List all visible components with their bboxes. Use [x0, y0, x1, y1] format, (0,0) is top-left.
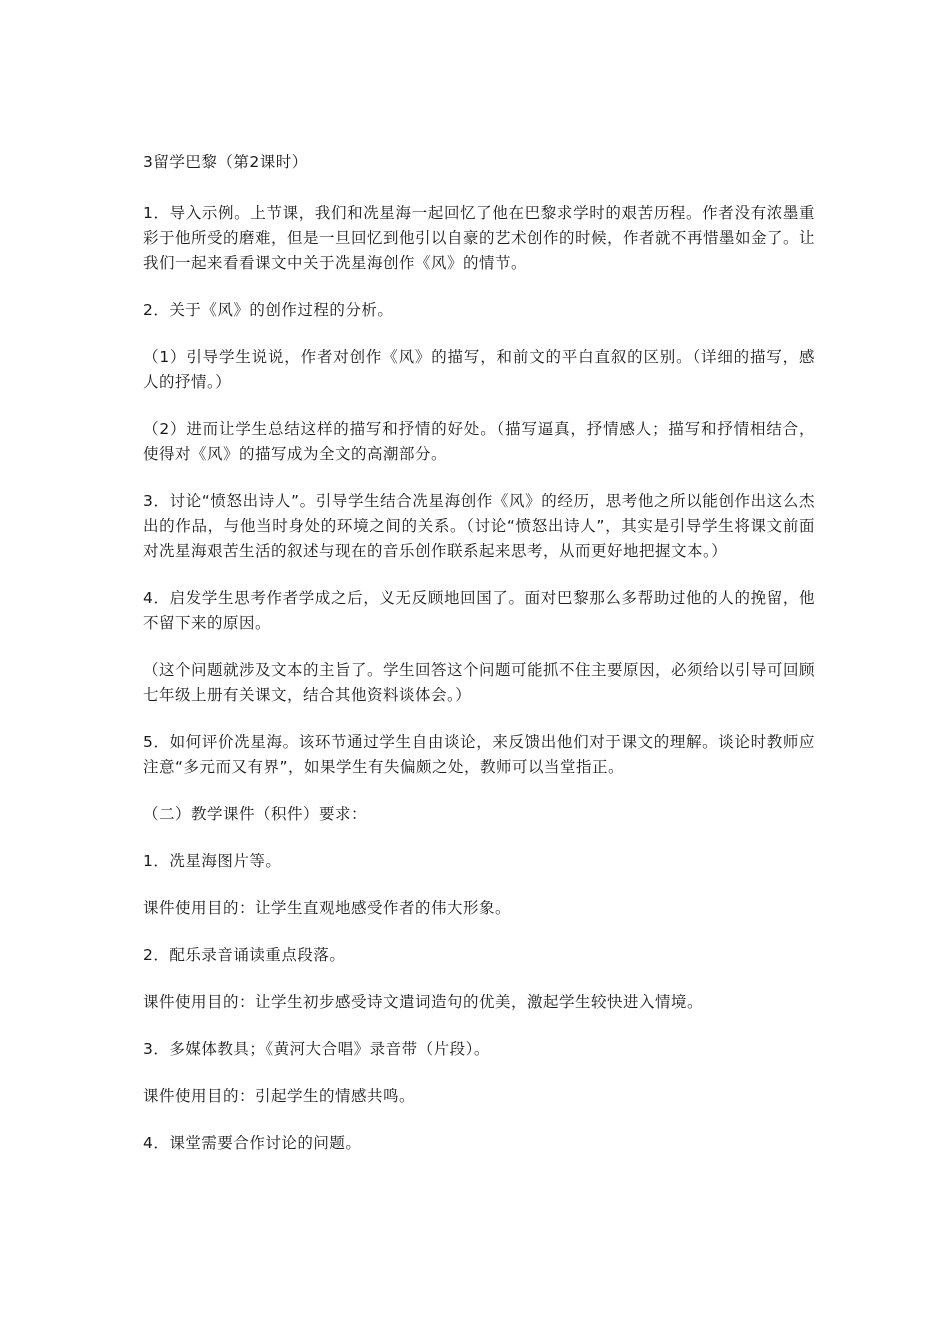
paragraph-courseware-4: 4．课堂需要合作讨论的问题。 [143, 1134, 362, 1152]
paragraph-section-5: 5．如何评价冼星海。该环节通过学生自由谈论，来反馈出他们对于课文的理解。谈论时教师应注意“多元而又有界”，如果学生有失偏颇之处，教师可以当堂指正。 [143, 733, 815, 776]
paragraph-section-4: 4．启发学生思考作者学成之后，义无反顾地回国了。面对巴黎那么多帮助过他的人的挽留，他不留下来的原因。 [143, 589, 815, 632]
paragraph-courseware-2: 2．配乐录音诵读重点段落。 [143, 946, 346, 964]
paragraph-courseware-heading: （二）教学课件（积件）要求： [143, 805, 368, 823]
paragraph-section-2: 2．关于《风》的创作过程的分析。 [143, 301, 394, 319]
paragraph-purpose-3: 课件使用目的：引起学生的情感共鸣。 [143, 1087, 416, 1105]
paragraph-item-1: （1）引导学生说说，作者对创作《风》的描写，和前文的平白直叙的区别。（详细的描写，感人的抒情。） [143, 348, 815, 391]
paragraph-purpose-1: 课件使用目的：让学生直观地感受作者的伟大形象。 [143, 899, 512, 917]
paragraph-courseware-1: 1．冼星海图片等。 [143, 852, 282, 870]
paragraph-note: （这个问题就涉及文本的主旨了。学生回答这个问题可能抓不住主要原因，必须给以引导可回顾七年级上册有关课文，结合其他资料谈体会。） [143, 661, 816, 704]
document-title: 3留学巴黎（第2课时） [143, 153, 308, 171]
paragraph-section-3: 3．讨论“愤怒出诗人”。引导学生结合冼星海创作《风》的经历，思考他之所以能创作出这么杰出的作品，与他当时身处的环境之间的关系。（讨论“愤怒出诗人”，其实是引导学生将课文前面对冼星海艰苦生活的叙述与现在的音乐创作联系起来思考，从而更好地把握文本。） [143, 492, 815, 560]
paragraph-intro: 1．导入示例。上节课，我们和冼星海一起回忆了他在巴黎求学时的艰苦历程。作者没有浓墨重彩于他所受的磨难，但是一旦回忆到他引以自豪的艺术创作的时候，作者就不再惜墨如金了。让我们一起来看看课文中关于冼星海创作《风》的情节。 [143, 204, 816, 272]
paragraph-purpose-2: 课件使用目的：让学生初步感受诗文遣词造句的优美，激起学生较快进入情境。 [143, 993, 704, 1011]
paragraph-item-2: （2）进而让学生总结这样的描写和抒情的好处。（描写逼真，抒情感人；描写和抒情相结合，使得对《风》的描写成为全文的高潮部分。 [143, 420, 815, 463]
paragraph-courseware-3: 3．多媒体教具；《黄河大合唱》录音带（片段）。 [143, 1040, 490, 1058]
document-body [143, 150, 815, 1178]
